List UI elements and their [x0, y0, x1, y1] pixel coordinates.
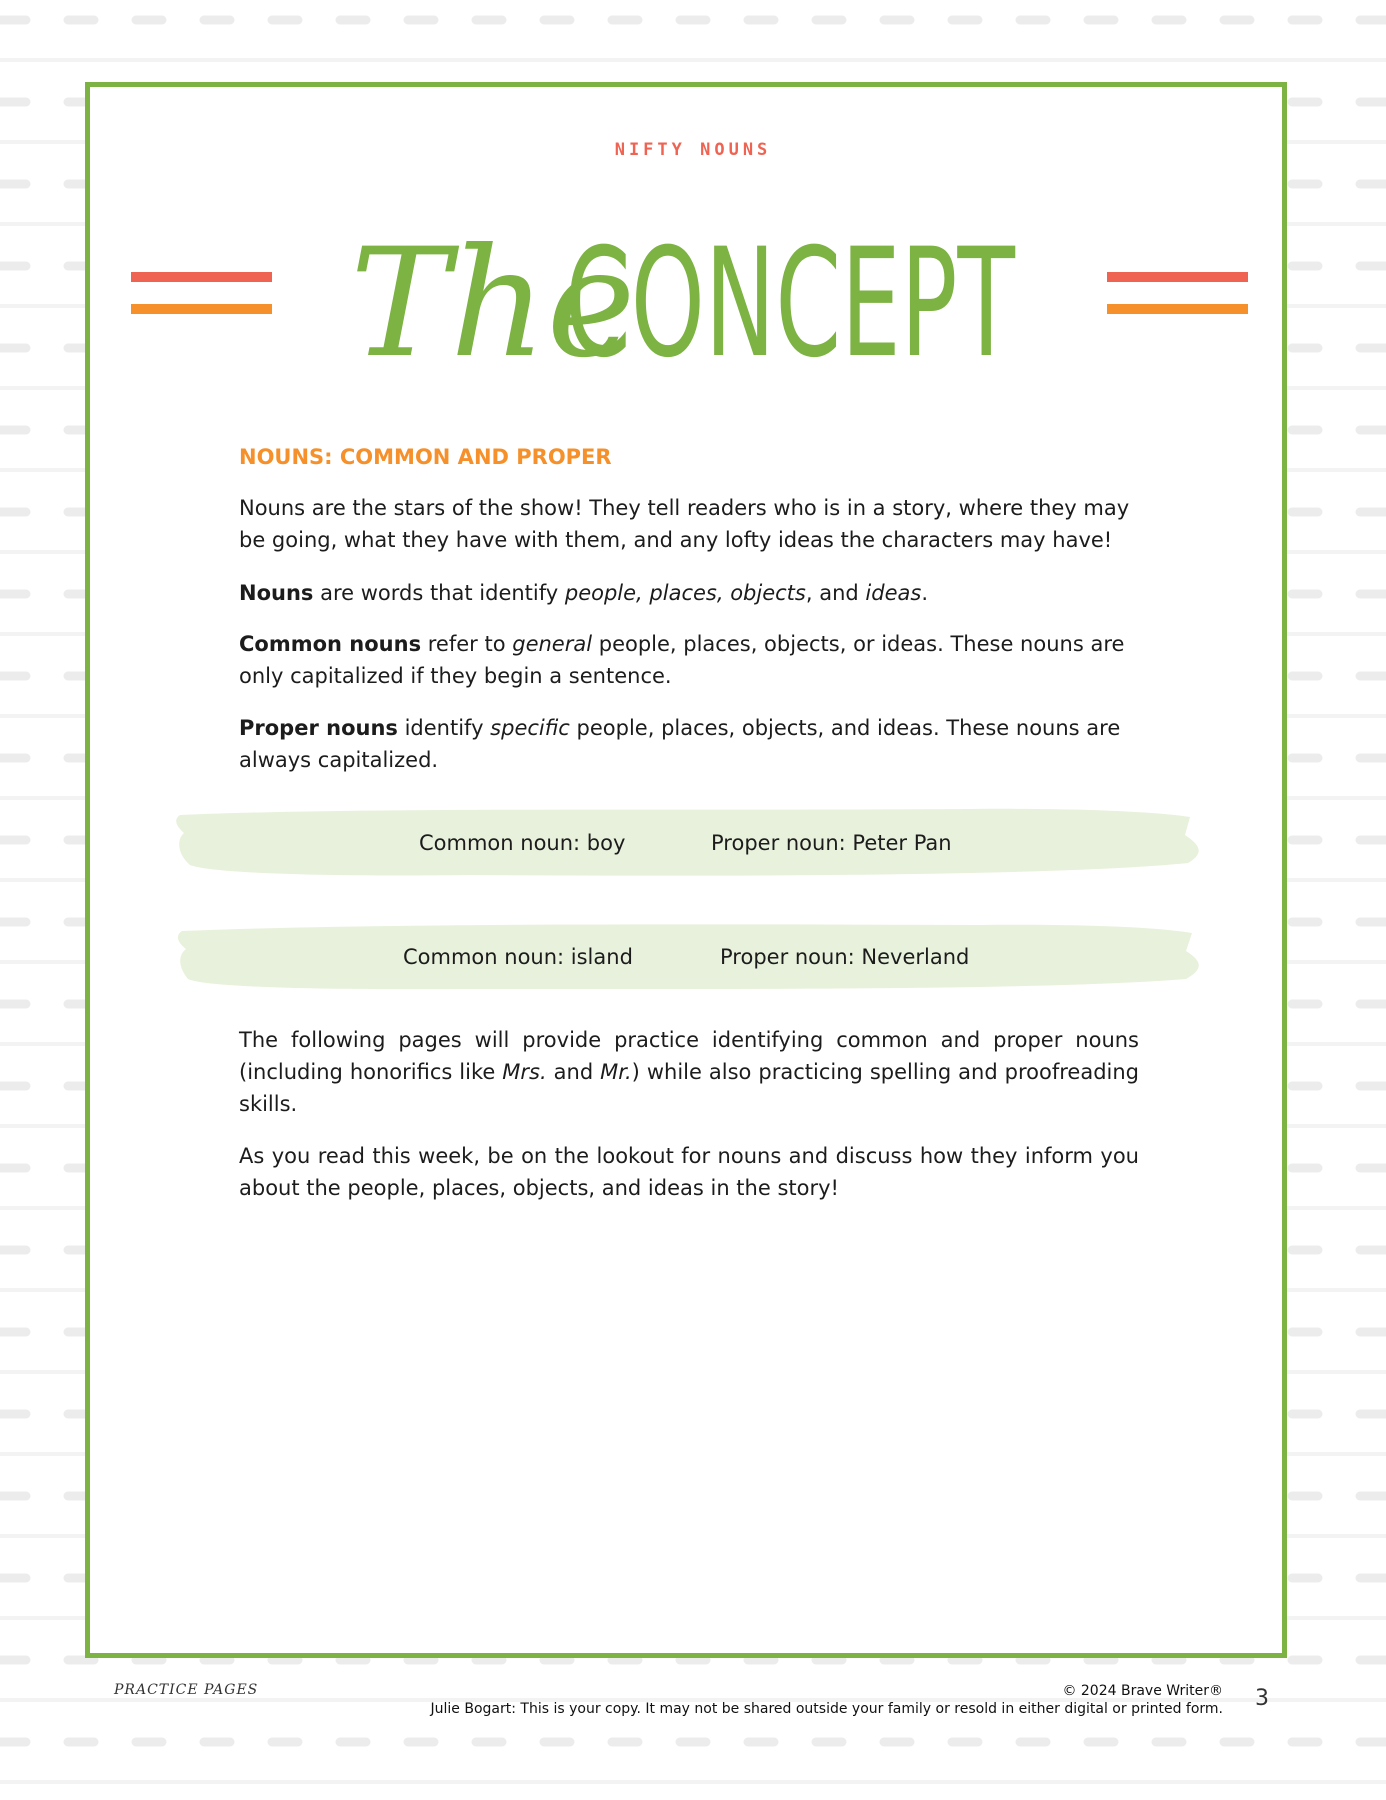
practice-paragraph: The following pages will provide practice identifying common and proper nouns (including honorifics like Mrs. and Mr.) while also practicing spelling and proofreading skills. — [239, 1028, 1139, 1116]
footer-label: PRACTICE PAGES — [114, 1682, 259, 1698]
lookout-paragraph: As you read this week, be on the lookout for nouns and discuss how they inform you about the people, places, objects, and ideas in the story! — [239, 1144, 1139, 1200]
proper-nouns-definition: Proper nouns identify specific people, places, objects, and ideas. These nouns are always capitalized. — [239, 716, 1121, 772]
common-nouns-definition: Common nouns refer to general people, places, objects, or ideas. These nouns are only capitalized if they begin a sentence. — [239, 632, 1125, 688]
section-heading: NOUNS: COMMON AND PROPER — [239, 445, 612, 469]
eyebrow-label: NIFTY NOUNS — [614, 140, 772, 160]
title-script: The — [350, 217, 636, 391]
example-common-2: Common noun: island — [403, 945, 633, 969]
footer-notice: Julie Bogart: This is your copy. It may not be shared outside your family or resold in either digital or printed form. — [430, 1701, 1223, 1717]
page-number: 3 — [1255, 1686, 1269, 1711]
title-caps: CONCEPT — [565, 217, 1016, 391]
example-proper-1: Proper noun: Peter Pan — [711, 831, 952, 855]
proper-nouns-term: Proper nouns — [239, 716, 398, 740]
example-proper-2: Proper noun: Neverland — [720, 945, 970, 969]
nouns-definition: Nouns are words that identify people, places, objects, and ideas. — [239, 581, 928, 605]
intro-paragraph: Nouns are the stars of the show! They tell readers who is in a story, where they may be going, what they have with them, and any lofty ideas the characters may have! — [239, 496, 1130, 552]
example-row-2 — [170, 919, 1210, 995]
footer-copyright: © 2024 Brave Writer® — [1062, 1683, 1223, 1699]
example-common-1: Common noun: boy — [419, 831, 626, 855]
page-title — [330, 205, 1030, 395]
nouns-term: Nouns — [239, 581, 314, 605]
common-nouns-term: Common nouns — [239, 632, 422, 656]
example-row-1 — [170, 805, 1210, 881]
